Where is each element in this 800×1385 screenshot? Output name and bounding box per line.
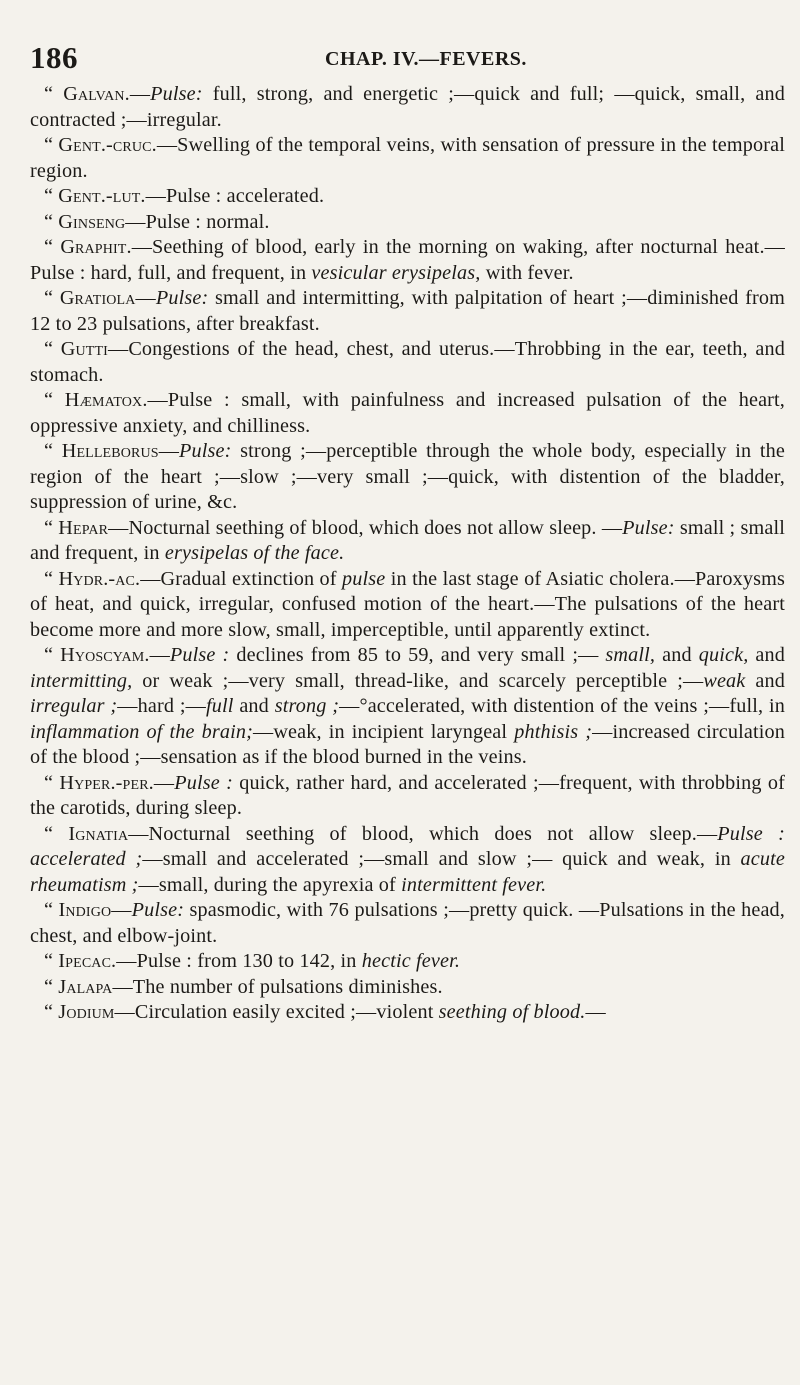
italic-text: irregular ; [30,695,118,717]
italic-text: pulse [342,567,386,590]
entry-text: small ; small and frequent, in [30,516,785,564]
remedy-entry [30,898,785,949]
remedy-entry [30,949,785,975]
entry-text: declines from 85 to 59, and very small ;— [229,644,606,666]
italic-text: acute rheumatism ; [30,848,785,896]
remedy-name: “ Jalapa [44,975,113,998]
italic-text: Pulse : [174,771,233,794]
italic-text: intermitting, [30,669,133,692]
remedy-name: “ Jodium [44,1001,115,1023]
italic-text: full [206,695,234,717]
remedy-entry [30,439,785,516]
body-text [30,82,785,1026]
remedy-entry [30,567,785,644]
remedy-name: “ Galvan. [44,83,130,105]
entry-text: in the last stage of Asiatic cholera.—Paroxysms of heat, and quick, irregular, confused motion of the heart.—The pulsations of the heart become more and more slow, small, imperceptible, until apparently extinct. [30,567,786,641]
entry-text: —Nocturnal seething of blood, which does not allow sleep.— [128,822,718,845]
entry-text: — [158,440,180,462]
italic-text: weak [703,669,746,692]
remedy-name: “ Gutti [44,338,108,360]
entry-text: —°accelerated, with distention of the veins ;—full, in [339,695,785,717]
italic-text: Pulse: [155,287,209,309]
running-head: CHAP. IV.—FEVERS. [325,48,527,70]
italic-text: hectic fever. [361,950,461,972]
italic-text: phthisis ; [514,720,593,743]
entry-text: —Pulse : accelerated. [145,185,325,207]
entry-text: — [585,1001,606,1023]
entry-text: strong ;—perceptible through the whole body, especially in the region of the heart ;—slow ;—very small ;—quick, with distention of the bladder, suppression of urine, &c. [30,440,785,513]
entry-text: with fever. [480,261,574,284]
entry-text: —Seething of blood, early in the morning on waking, after nocturnal heat.— Pulse : hard, full, and frequent, in [30,236,785,284]
entry-text: small and intermitting, with palpitation of heart ;—diminished from 12 to 23 pulsations, after breakfast. [30,287,786,335]
entry-text: —small, during the apyrexia of [138,873,402,896]
italic-text: Pulse : accelerated ; [30,822,785,870]
remedy-name: “ Ginseng [44,210,126,233]
entry-text: full, strong, and energetic ;—quick and full; —quick, small, and contracted ;—irregular. [30,83,785,131]
remedy-entry [30,235,785,286]
italic-text: quick, [698,644,749,666]
entry-text: and [745,669,785,692]
entry-text: spasmodic, with 76 pulsations ;—pretty quick. —Pulsations in the head, chest, and elbow-joint. [30,899,785,947]
entry-text: and [655,644,699,666]
remedy-name: “ Indigo [44,899,112,921]
entry-text: quick, rather hard, and accelerated ;—frequent, with throbbing of the carotids, during sleep. [30,771,785,819]
italic-text: strong ; [274,695,340,717]
remedy-entry [30,286,785,337]
remedy-name: “ Hyper.-per. [44,771,154,794]
italic-text: intermittent fever. [401,873,547,896]
remedy-name: “ Hyoscyam. [44,644,150,666]
entry-text: or weak ;—very small, thread-like, and scarcely perceptible ;— [132,669,704,692]
entry-text: —hard ;— [117,695,206,717]
entry-text: — [135,287,156,309]
italic-text: Pulse: [179,440,232,462]
remedy-entry [30,133,785,184]
remedy-name: “ Hepar [44,516,109,539]
italic-text: small, [605,644,656,666]
remedy-entry [30,1000,785,1026]
entry-text: —Congestions of the head, chest, and uterus.—Throbbing in the ear, teeth, and stomach. [30,338,785,386]
entry-text: —small and accelerated ;—small and slow ;— quick and weak, in [142,848,741,870]
italic-text: Pulse: [622,516,675,539]
entry-text: —Circulation easily excited ;—violent [114,1001,439,1023]
entry-text: —Nocturnal seething of blood, which does not allow sleep. — [108,516,623,539]
italic-text: erysipelas of the face. [164,542,345,564]
remedy-entry [30,822,785,899]
entry-text: — [149,644,170,666]
entry-text: —Pulse : small, with painfulness and increased pulsation of the heart, oppressive anxiety, and chilliness. [30,389,786,437]
entry-text: —Swelling of the temporal veins, with sensation of pressure in the temporal region. [30,134,785,182]
remedy-name: “ Hæmatox. [44,389,148,411]
remedy-entry [30,643,785,771]
italic-text: Pulse: [150,83,203,105]
entry-text: —Gradual extinction of [140,567,343,590]
remedy-entry [30,975,785,1001]
remedy-name: “ Gratiola [44,287,136,309]
remedy-name: “ Ignatia [44,822,129,845]
remedy-name: “ Hydr.-ac. [44,567,141,590]
remedy-entry [30,337,785,388]
entry-text: —Pulse : from 130 to 142, in [116,950,362,972]
entry-text: — [129,83,151,105]
italic-text: Pulse: [131,899,185,921]
page-header [30,40,770,76]
entry-text: —Pulse : normal. [125,210,270,233]
remedy-name: “ Helleborus [44,440,159,462]
entry-text: and [748,644,786,666]
italic-text: seething of blood. [438,1001,586,1023]
page-number: 186 [30,40,78,75]
entry-text: and [233,695,275,717]
remedy-entry [30,210,785,236]
remedy-name: “ Graphit. [44,236,132,258]
entry-text: —weak, in incipient laryngeal [252,720,515,743]
entry-text: —The number of pulsations diminishes. [112,975,443,998]
italic-text: Pulse : [169,644,230,666]
entry-text: —increased circulation of the blood ;—sensation as if the blood burned in the veins. [30,720,785,768]
remedy-entry [30,516,785,567]
entry-text: — [111,899,132,921]
remedy-entry [30,82,785,133]
remedy-entry [30,184,785,210]
remedy-entry [30,388,785,439]
italic-text: inflammation of the brain; [30,720,253,743]
remedy-name: “ Gent.-lut. [44,185,146,207]
remedy-entry [30,771,785,822]
remedy-name: “ Gent.-cruc. [44,134,157,156]
italic-text: vesicular erysipelas, [311,261,481,284]
remedy-name: “ Ipecac. [44,950,117,972]
entry-text: — [153,771,175,794]
